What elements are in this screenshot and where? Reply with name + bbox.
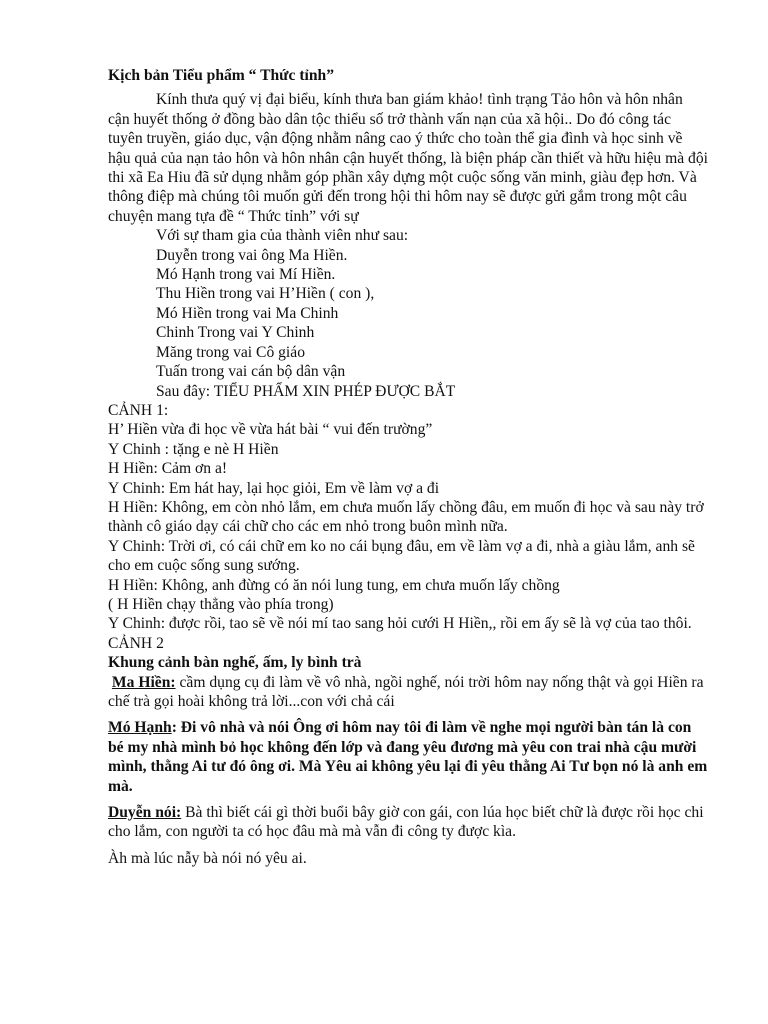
script-body <box>108 66 708 868</box>
cast-item: Mó Hiền trong vai Ma Chinh <box>156 304 339 322</box>
stage-direction: ( H Hiền chạy thẳng vào phía trong) <box>108 595 334 613</box>
dialogue-paragraph: Àh mà lúc nẫy bà nói nó yêu ai. <box>108 849 307 867</box>
dialogue-paragraph <box>108 803 708 842</box>
dialogue-text: Bà thì biết cái gì thời buổi bây giờ con gái, con lúa học biết chữ là được rồi học chi cho lắm, con người ta có học đâu mà mà vẫn đi công ty được kìa. <box>108 804 704 841</box>
dialogue-line: H’ Hiền vừa đi học về vừa hát bài “ vui đến trường” <box>108 421 433 439</box>
cast-item: Tuấn trong vai cán bộ dân vận <box>156 363 346 381</box>
intro-paragraph: Kính thưa quý vị đại biểu, kính thưa ban giám khảo! tình trạng Tảo hôn và hôn nhân cận huyết thống ở đồng bào dân tộc thiểu số trở thành vấn nạn của xã hội.. Do đó công tác tuyên truyền, giáo dục, vận động nhằm nâng cao ý thức cho toàn thể gia đình và học sinh về hậu quả của nạn tảo hôn và hôn nhân cận huyết thống, là biện pháp cần thiết và hữu hiệu mà đội thi xã Ea Hiu đã sử dụng nhằm góp phần xây dựng một cuộc sống văn minh, giàu đẹp hơn. Và thông điệp mà chúng tôi muốn gửi đến trong hội thi hôm nay sẽ được gửi gắm trong một câu chuyện mang tựa đề “ Thức tỉnh” với sự <box>108 91 708 225</box>
cast-intro: Với sự tham gia của thành viên như sau: <box>156 227 409 245</box>
speaker-name: Ma Hiền: <box>111 673 176 691</box>
scene-2-heading: CẢNH 2 <box>108 634 164 652</box>
cast-closing: Sau đây: TIỂU PHẨM XIN PHÉP ĐƯỢC BẮT <box>156 382 456 400</box>
dialogue-paragraph <box>108 718 708 796</box>
dialogue-line: Y Chinh: Em hát hay, lại học giỏi, Em về làm vợ a đi <box>108 479 440 497</box>
cast-item: Măng trong vai Cô giáo <box>156 343 305 361</box>
dialogue-line: H Hiền: Không, em còn nhỏ lắm, em chưa muốn lấy chồng đâu, em muốn đi học và sau này trở thành cô giáo dạy cái chữ cho các em nhỏ trong buôn mình nữa. <box>108 498 704 536</box>
dialogue-line: H Hiền: Cảm ơn a! <box>108 460 228 478</box>
dialogue-line: Y Chinh: Trời ơi, có cái chữ em ko no cái bụng đâu, em về làm vợ a đi, nhà a giàu lắm, anh sẽ cho em cuộc sống sung sướng. <box>108 537 695 575</box>
scene-1-heading: CẢNH 1: <box>108 401 169 419</box>
dialogue-paragraph <box>108 673 708 712</box>
cast-item: Duyễn trong vai ông Ma Hiền. <box>156 246 348 264</box>
scene-2-setting: Khung cảnh bàn nghế, ấm, ly bình trà <box>108 654 362 672</box>
document-title: Kịch bản Tiểu phẩm “ Thức tỉnh” <box>108 67 335 84</box>
cast-item: Mó Hạnh trong vai Mí Hiền. <box>156 266 336 284</box>
dialogue-line: H Hiền: Không, anh đừng có ăn nói lung tung, em chưa muốn lấy chồng <box>108 576 560 594</box>
cast-list <box>108 226 708 401</box>
dialogue-line: Y Chinh: được rồi, tao sẽ về nói mí tao sang hỏi cưới H Hiền,, rồi em ấy sẽ là vợ của tao thôi. <box>108 615 692 633</box>
dialogue-text: : Đi vô nhà và nói Ông ơi hôm nay tôi đi làm về nghe mọi người bàn tán là con bé my nhà mình bỏ học không đến lớp và đang yêu đương mà yêu con trai nhà cậu mười mình, thằng Ai tư đó ông ơi. Mà Yêu ai không yêu lại đi yêu thằng Ai Tư bọn nó là anh em mà. <box>108 719 708 795</box>
cast-item: Thu Hiền trong vai H’Hiền ( con ), <box>156 285 375 303</box>
dialogue-text: cầm dụng cụ đi làm về vô nhà, ngồi nghế, nói trời hôm nay nống thật và gọi Hiền ra chế trà gọi hoài không trả lời...con với chả cái <box>108 673 704 710</box>
speaker-name: Mó Hạnh <box>108 719 172 737</box>
speaker-name: Duyễn nói: <box>108 804 182 822</box>
cast-item: Chinh Trong vai Y Chinh <box>156 324 315 342</box>
dialogue-line: Y Chinh : tặng e nè H Hiền <box>108 440 279 458</box>
